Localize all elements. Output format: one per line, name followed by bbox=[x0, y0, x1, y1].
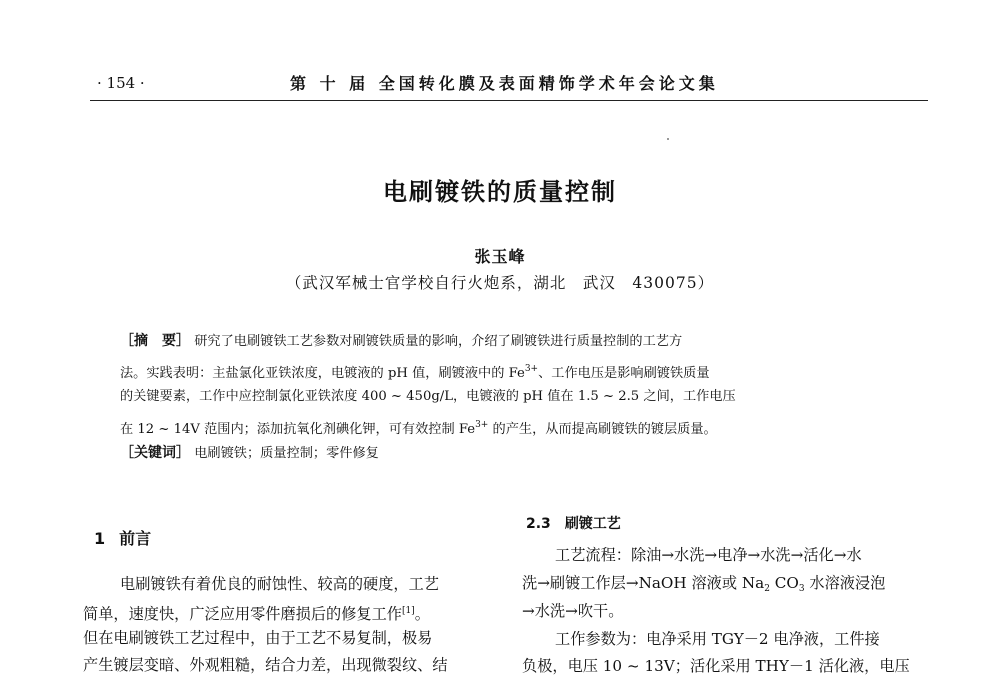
proceedings-title: 第 十 届 全国转化膜及表面精饰学术年会论文集 bbox=[290, 74, 719, 93]
citation-ref: [1] bbox=[401, 606, 415, 616]
paragraph-line bbox=[522, 572, 885, 600]
subscript: 2 bbox=[764, 584, 770, 594]
paragraph-line: 产生镀层变暗、外观粗糙，结合力差，出现微裂纹、结 bbox=[83, 656, 448, 674]
paragraph-line bbox=[83, 600, 430, 625]
abstract-line-1 bbox=[120, 328, 920, 355]
keywords-text: 电刷镀铁；质量控制；零件修复 bbox=[194, 446, 379, 461]
abstract-line-2 bbox=[120, 356, 920, 387]
abstract-text-1: 研究了电刷镀铁工艺参数对刷镀铁质量的影响，介绍了刷镀铁进行质量控制的工艺方 bbox=[194, 334, 683, 349]
abstract-line-3: 的关键要素，工作中应控制氯化亚铁浓度 400 ~ 450g/L，电镀液的 pH 值在 1.5 ~ 2.5 之间，工作电压 bbox=[120, 389, 736, 404]
superscript: 3+ bbox=[524, 364, 539, 374]
abstract-line-4 bbox=[120, 412, 920, 443]
superscript: 3+ bbox=[475, 420, 489, 430]
section-title: 刷镀工艺 bbox=[564, 516, 621, 532]
section-title: 前言 bbox=[119, 529, 152, 548]
paragraph-text: 洗→刷镀工作层→NaOH 溶液或 Na bbox=[522, 574, 765, 592]
abstract-text-4b: 的产生，从而提高刷镀铁的镀层质量。 bbox=[488, 422, 717, 437]
author-name: 张玉峰 bbox=[474, 247, 526, 266]
paragraph-text: 水溶液浸泡 bbox=[804, 574, 886, 592]
paragraph-text: 简单，速度快，广泛应用零件磨损后的修复工作 bbox=[83, 605, 402, 623]
paragraph-line: 但在电刷镀铁工艺过程中，由于工艺不易复制，极易 bbox=[83, 629, 433, 647]
paragraph-line: 工艺流程：除油→水洗→电净→水洗→活化→水 bbox=[555, 546, 862, 564]
scan-speck bbox=[667, 138, 669, 140]
paragraph-text: 。 bbox=[414, 605, 430, 623]
abstract-label: ［摘 要］ bbox=[120, 333, 190, 349]
author-affiliation: （武汉军械士官学校自行火炮系，湖北 武汉 430075） bbox=[285, 274, 715, 292]
abstract-text-2a: 法。实践表明：主盐氯化亚铁浓度，电镀液的 pH 值，刷镀液中的 Fe bbox=[120, 366, 525, 381]
section-heading-brush-plating bbox=[526, 513, 621, 533]
page-number: · 154 · bbox=[97, 74, 145, 92]
paper-title: 电刷镀铁的质量控制 bbox=[383, 178, 617, 206]
section-number: 2.3 bbox=[526, 516, 551, 532]
paragraph-line: →水洗→吹干。 bbox=[522, 602, 624, 620]
keywords-label: ［关键词］ bbox=[120, 445, 190, 461]
abstract-text-4a: 在 12 ~ 14V 范围内；添加抗氧化剂碘化钾，可有效控制 Fe bbox=[120, 422, 476, 437]
subscript: 3 bbox=[798, 584, 805, 594]
keywords-line bbox=[120, 440, 920, 467]
paragraph-line: 工作参数为：电净采用 TGY－2 电净液，工件接 bbox=[555, 630, 880, 648]
section-number: 1 bbox=[94, 529, 106, 548]
paragraph-line: 电刷镀铁有着优良的耐蚀性、较高的硬度，工艺 bbox=[120, 575, 439, 593]
header-rule bbox=[90, 100, 928, 101]
paragraph-line: 负极，电压 10 ~ 13V；活化采用 THY－1 活化液，电压 bbox=[522, 657, 910, 675]
section-heading-intro bbox=[94, 526, 151, 549]
abstract-text-2b: 、工作电压是影响刷镀铁质量 bbox=[538, 366, 710, 381]
paragraph-text: CO bbox=[769, 574, 799, 592]
